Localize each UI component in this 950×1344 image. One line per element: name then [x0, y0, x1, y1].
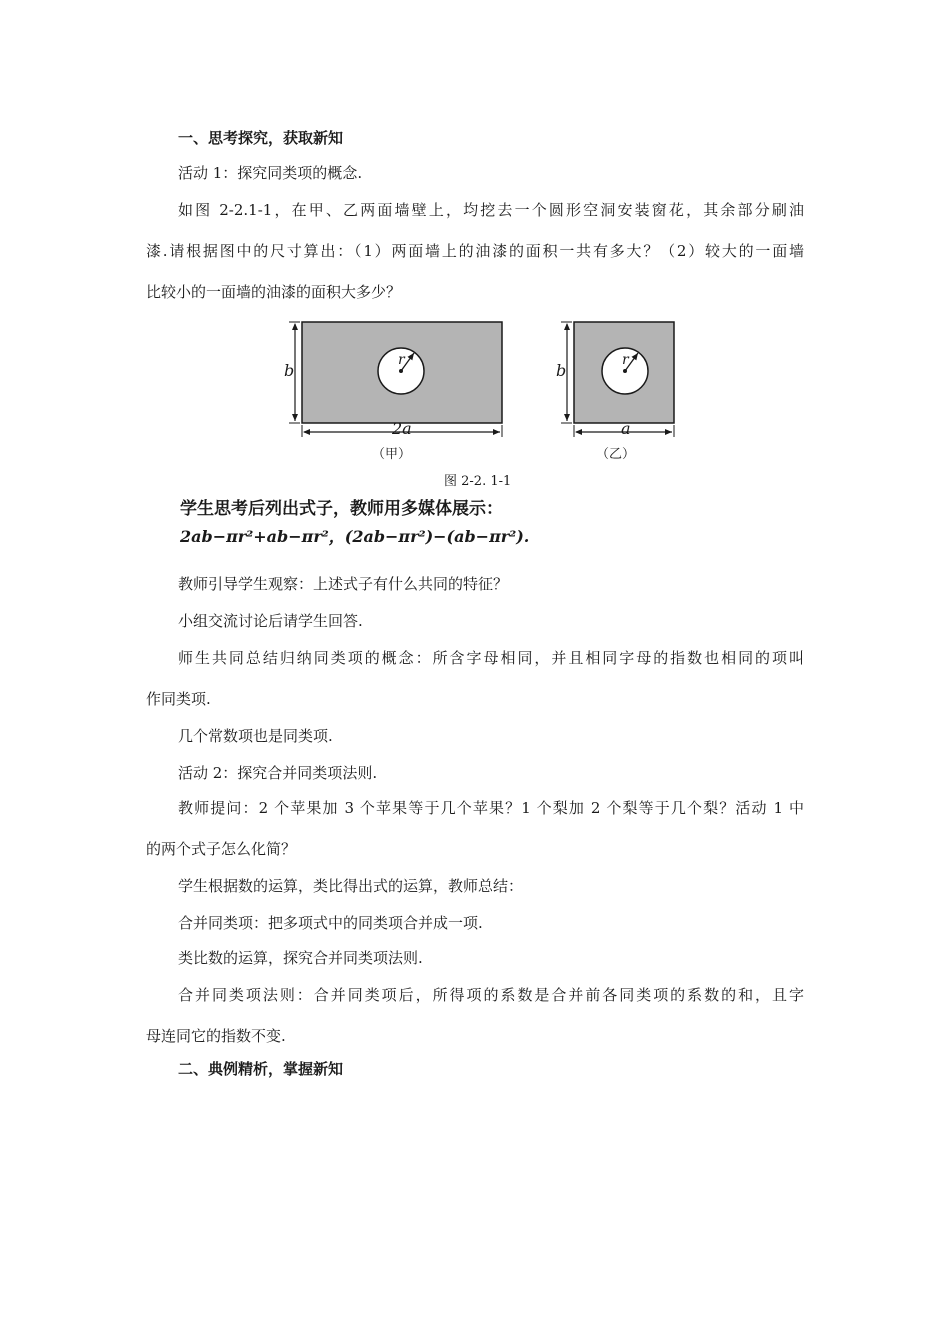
problem-line-3: 比较小的一面墙的油漆的面积大多少？ [146, 283, 402, 301]
paragraph-6-line-2: 的两个式子怎么化简？ [146, 840, 297, 858]
paragraph-2: 小组交流讨论后请学生回答. [178, 612, 363, 630]
section1-heading: 一、思考探究，获取新知 [178, 129, 344, 147]
activity1-title: 活动 1：探究同类项的概念. [178, 164, 363, 182]
right-radius-label: r [622, 352, 629, 368]
left-height-label: b [284, 361, 295, 380]
paragraph-7: 学生根据数的运算，类比得出式的运算，教师总结： [178, 877, 524, 895]
paragraph-4: 几个常数项也是同类项. [178, 727, 333, 745]
paragraph-9: 类比数的运算，探究合并同类项法则. [178, 949, 423, 967]
paragraph-1: 教师引导学生观察：上述式子有什么共同的特征？ [178, 575, 509, 593]
section2-heading: 二、典例精析，掌握新知 [178, 1060, 344, 1078]
right-height-label: b [556, 361, 567, 380]
left-width-label: 2a [392, 419, 412, 438]
paragraph-6-line-1: 教师提问：2 个苹果加 3 个苹果等于几个苹果？1 个梨加 2 个梨等于几个梨？活动 1 中 [178, 799, 804, 817]
figure-caption: 图 2-2. 1-1 [444, 474, 512, 489]
paragraph-10-line-1: 合并同类项法则：合并同类项后，所得项的系数是合并前各同类项的系数的和，且字 [178, 986, 804, 1004]
left-radius-label: r [398, 352, 405, 368]
wall-figure [176, 315, 710, 547]
problem-line-1: 如图 2-2.1-1，在甲、乙两面墙壁上，均挖去一个圆形空洞安装窗花，其余部分刷油 [178, 201, 804, 219]
paragraph-10-line-2: 母连同它的指数不变. [146, 1027, 286, 1045]
left-caption: （甲） [372, 447, 412, 462]
paragraph-3-line-2: 作同类项. [146, 690, 211, 708]
figure-text-line: 学生思考后列出式子，教师用多媒体展示： [180, 499, 503, 519]
paragraph-3-line-1: 师生共同总结归纳同类项的概念：所含字母相同，并且相同字母的指数也相同的项叫 [178, 649, 804, 667]
figure-formula-line: 2ab−πr²+ab−πr²，(2ab−πr²)−(ab−πr²). [180, 527, 530, 546]
right-caption: （乙） [596, 447, 636, 462]
problem-line-2: 漆.请根据图中的尺寸算出：（1）两面墙上的油漆的面积一共有多大？（2）较大的一面墙 [146, 242, 804, 260]
right-width-label: a [621, 419, 631, 438]
paragraph-5: 活动 2：探究合并同类项法则. [178, 764, 378, 782]
paragraph-8: 合并同类项：把多项式中的同类项合并成一项. [178, 914, 483, 932]
